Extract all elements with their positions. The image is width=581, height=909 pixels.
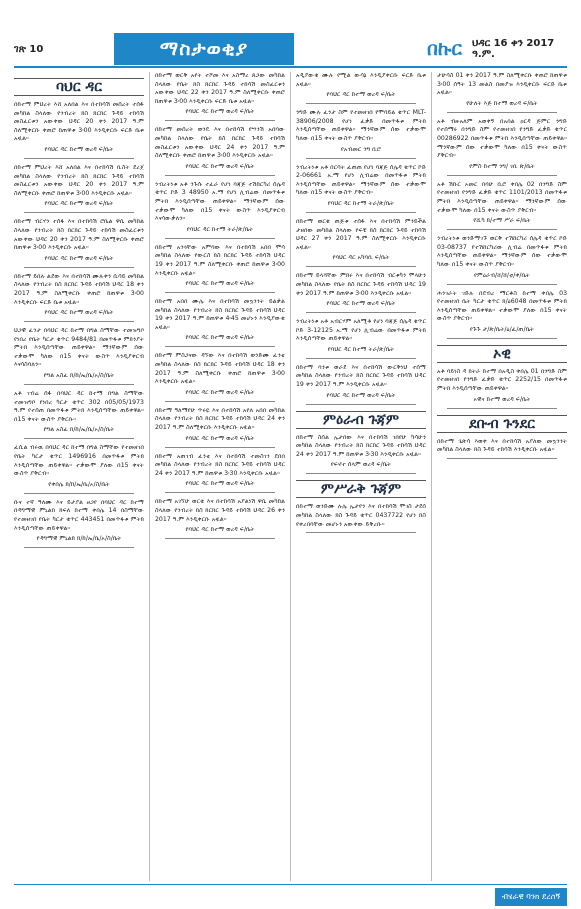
notice-signature: የባህር ዳር ከተማ ወረዳ ፍ/ቤት xyxy=(44,309,114,317)
notice xyxy=(296,218,426,267)
notice-signature: የባህር ዳር አካባቢ ፍ/ቤት xyxy=(332,254,390,262)
notice xyxy=(296,164,426,213)
notice-separator xyxy=(306,358,416,359)
notice-signature: የቀበሌ ክ/ከ/ኤ/ቤ/ኦ/ስ/ቤት xyxy=(48,480,110,488)
notice-text: አዲያውቁ ሙሉ የሚል ውሳኔ እንዲያቀርቡ ፍርድ ቤቱ አዟል። xyxy=(296,72,426,88)
notice-signature: የባህር ዳር ከተማ ወረዳ ፍ/ቤት xyxy=(326,300,396,308)
notice xyxy=(14,101,144,159)
notice-signature: የባህር ዳር ከተማ ወረዳ ፍ/ቤት xyxy=(185,334,255,342)
notice-signature: የባህር ዳር ከተማ ትራ/ጽ/ቤት xyxy=(186,225,254,233)
region-title: ባህር ዳር xyxy=(14,78,144,96)
notice-signature: የሁለት እጅ ከተማ ወረዳ ፍ/ቤት xyxy=(466,99,538,107)
notice xyxy=(296,109,426,158)
notice-separator xyxy=(24,547,134,548)
notice-text: በከተማ ብርሃን ተሰፋ እና በተከሳሽ ሮቤል ዋሴ መካከል ስላለው የንብረት ክስ ክርክር ጉዳይ ተከሳሽ መስፈርቱን አውቀው ህዳር 20 ቀን 2017 ዓ.ም ስለሚቀርቡ ቀጠሮ ከጠዋቱ 3፡00 እንዲቀርቡ አዟል። xyxy=(14,218,144,252)
notice-signature: የባህር ዳር ከተማ ወረዳ ፍ/ቤት xyxy=(185,162,255,170)
region-title: ምዕራብ ጉጃም xyxy=(296,411,426,429)
notice-text: ንብረትነቱ ወንድማገኙ ወርቅ ተሽከርካሪ ሰሌዳ ቁጥር ኮድ 03-08737 የተሽከርካሪው ሊብሬ በመጥፋቱ ምትክ እንዲሰጣቸው ጠይቀዋል። ማንኛውም ሰው ተቃውሞ ካለው በ15 ቀናት ውስጥ ያቅርብ። xyxy=(437,235,567,268)
column-4 xyxy=(431,72,567,881)
notice-signature: የምስ ከተማ ንግ/ ገቢ ጽ/ቤት xyxy=(469,162,535,170)
notice xyxy=(296,434,426,475)
region-title: ምሥራቅ ጉጃም xyxy=(296,480,426,498)
notice-separator xyxy=(447,338,557,339)
notice-text: በከተማ ወንድሙ ሉሌ ኢታየን እና በተከሳሽ ሞገስ ታደሰ መካከል ስላለው ክስ ጉዳይ ቁጥር 0437722 የሆነ ክስ የቀረበባቸው መሆኑን አውቀው ይቅረቡ። xyxy=(296,503,426,528)
notice xyxy=(14,499,144,548)
notice-separator xyxy=(24,321,134,322)
notice-separator xyxy=(447,175,557,176)
notice xyxy=(296,72,426,104)
notice-signature: የጉጉ ታ/ጽ/ቤት/ዕ/ፈ/ጠ/ቤት xyxy=(469,325,535,333)
notice-text: በከተማ ወርቅ አየት ተሾመ እና አስማረ ጸጋው መካከል ስላለው የቤት ክስ ክርክር ጉዳይ ተከሳሽ መስፈርቱን አውቀው ህዳር 22 ቀን 2017 ዓ.ም ስለሚቀርቡ ቀጠሮ ከጠዋቱ 3፡00 እንዲቀርቡ ፍርድ ቤቱ አዟል። xyxy=(155,72,285,105)
notice-separator xyxy=(306,404,416,405)
notice-text: ታሁሳስ 01 ቀን 2017 ዓ.ም ስለሚቀርቡ ቀጠሮ ከጠዋቱ 3፡00 ሰዓት 13 መልስ በመያዝ እንዲቀርቡ ፍርድ ቤቱ አዟል። xyxy=(437,72,567,97)
notice-signature: የምዕራብ/ሸ/ሸ/ቲ/ቀ/ቤት xyxy=(474,271,530,279)
region-title: ደቡብ ጉንደር xyxy=(437,415,567,433)
notice-separator xyxy=(447,284,557,285)
notice-separator xyxy=(24,212,134,213)
notice-separator xyxy=(306,532,416,533)
notice-text: በከተማ አንጓቸው አምባው እና በተከሳሽ አበበ ሞሳ መካከል ስላለው የውርስ ክስ ክርክር ጉዳይ ተከሳሽ ህዳር 19 ቀን 2017 ዓ.ም ስለሚቀርቡ ቀጠሮ ከጠዋቱ 3፡00 እንዲቀርቡ አዟል። xyxy=(155,243,285,277)
notice-text: ፈሲል ብሩዉ በባህር ዳር ከተማ በግል ስማቸው የተመዘገበ የቤት ካርታ ቁጥር 1496916 በመጥፋቱ ምትክ እንዲሰጣቸው ጠይቀዋል። ተቃውሞ ያለው በ15 ቀናት ውስጥ ያቅርብ። xyxy=(14,444,144,478)
notice-separator xyxy=(447,458,557,459)
notice-signature: የባህር ዳር ከተማ ወረዳ ፍ/ቤት xyxy=(185,434,255,442)
notice-text: ቡና ተኛ ዓለሙ እና ይታያል ፀጋየ በባህር ዳር ከተማ በዳግማዊ ምኒልክ ክፍለ ከተማ ቀበሌ 14 በስማቸው የተመዘገበ የቤት ካርታ ቁጥር 443451 በመጥፋቱ ምትክ እንዲሰጣቸው ጠይቀዋል። xyxy=(14,498,144,532)
notice-text: በከተማ መሰረት ወንዴ እና በተከሳሽ የሣንሽ አበባው መካከል ስላለው የቤት ክስ ክርክር ጉዳይ ተከሳሽ መስፈርቱን አውቀው ህዳር 24 ቀን 2017 ዓ.ም ስለሚቀርቡ ቀጠሮ ከጠዋቱ 3፡00 እንዲቀርቡ አዟል። xyxy=(155,126,285,160)
notice-text: ንግድ ሙሉ ፈንታ ስም የተመዘገበ የሞባይል ቁጥር MLT-38906/2008 የሆነ ፈቃድ በመጥፋቱ ምትክ እንዲሰጣቸው ጠይቀዋል። ማንኛውም ሰው ተቃውሞ ካለው በ15 ቀናት ውስጥ ያቅርብ። xyxy=(296,109,426,142)
notice-signature: የባህር ዳር ከተማ ወረዳ ፍ/ቤት xyxy=(44,145,114,153)
columns xyxy=(14,72,567,881)
notice-separator xyxy=(447,408,557,409)
notice xyxy=(437,235,567,284)
page-number: ገጽ 10 xyxy=(14,43,44,55)
notice xyxy=(155,126,285,175)
notice-separator xyxy=(306,158,416,159)
notice xyxy=(437,290,567,339)
notice-signature: የዳግማዊ ምኒልክ ክ/ከ/ኤ/ቤ/ኦ/ስ/ቤት xyxy=(36,535,122,543)
notice-text: በከተማ ጌጽሳ እወቀ እና በተከሳሽ አያለው መኳንንት መካከል ስላለው ክስ ጉዳይ ተከሳሽ እንዲቀርቡ አዟል። xyxy=(437,437,567,454)
notice-text: በከተማ አገኘሁ ወርቁ እና በተከሳሽ አያልነሽ ዋሴ መካከል ስላለው የንብረት ክስ ክርክር ጉዳይ ተከሳሽ ህዳር 26 ቀን 2017 ዓ.ም እንዲቀርቡ አዟል። xyxy=(155,498,285,523)
notice-signature: የባህር ዳር ከተማ ወረዳ ፍ/ቤት xyxy=(185,480,255,488)
notice-text: በከተማ ምስጋናው ዳኘው እና በተከሳሽ ወንድሙ ፈንቴ መካከል ስላለው ክስ ክርክር ጉዳይ ተከሳሽ ህዳር 18 ቀን 2017 ዓ.ም ስለሚቀርቡ ቀጠሮ ከጠዋቱ 3፡00 እንዲቀርቡ አዟል። xyxy=(155,352,285,386)
notice-signature: ኦዊና ከተማ ወረዳ ፍ/ቤት xyxy=(473,395,531,403)
notice-separator xyxy=(447,112,557,113)
column-3 xyxy=(290,72,431,881)
notice xyxy=(155,72,285,121)
section-banner: ማስታወቂያ xyxy=(114,33,294,65)
notice xyxy=(14,327,144,385)
notice xyxy=(14,444,144,493)
region-title: ኦዊ xyxy=(437,345,567,363)
notice-separator xyxy=(165,120,275,121)
notice-separator xyxy=(306,103,416,104)
column-2 xyxy=(149,72,290,881)
notice-separator xyxy=(447,229,557,230)
notice xyxy=(155,498,285,539)
notice xyxy=(14,218,144,267)
notice-separator xyxy=(165,401,275,402)
notice xyxy=(296,364,426,405)
notice xyxy=(437,368,567,409)
notice xyxy=(14,390,144,439)
notice-text: ህጋዊ ፈንታ በባህር ዳር ከተማ በግል ስማቸው ተመዝግቦ የነበረ የቤት ካርታ ቁጥር 9484/81 በመጥፋቱ ምክንያት ምትክ እንዲሰጣቸው ጠይቀዋል። ማንኛውም ሰው ተቃውሞ ካለው በ15 ቀናት ውስጥ እንዲያቀርብ እናሳስባለን። xyxy=(14,327,144,369)
notice-text: በከተማ አበበ ሙሌ እና በተከሳሽ መኳንንት ይልቃል መካከል ስላለው የንብረት ክስ ክርክር ጉዳይ ተከሳሽ ህዳር 19 ቀን 2017 ዓ.ም ከጠዋቱ 4፡45 መሆኑን እንዲያውቁ አዟል። xyxy=(155,298,285,331)
notice-separator xyxy=(165,238,275,239)
issue-date: ህዳር 16 ቀን 2017 ዓ.ም. xyxy=(472,38,555,60)
notice-signature: የግል አስፈ ክ/ከ/ኤ/ቤ/ኦ/ስ/ቤት xyxy=(43,372,115,380)
notice-separator xyxy=(165,538,275,539)
notice-signature: የባህር ዳር ከተማ ወረዳ ፍ/ቤት xyxy=(185,526,255,534)
notice xyxy=(155,244,285,293)
notice-text: በከተማ ምህረት እሸ አለበል እና በተከሳሽ ቢስት ደረጀ መካከል ስላለው የንብረት ክስ ክርክር ጉዳይ ተከሳሽ መስፈርቱን አውቀው ህዳር 20 ቀን 2017 ዓ.ም ስለሚቀርቡ ቀጠሮ ከጠዋቱ 3፡00 እንዲቀርቡ አዟል። xyxy=(14,163,144,197)
notice-text: በከተማ ስሰል ኢታበው እና በተከሳሽ ገበየሁ ካሳሁን መካከል ስላለው የንብረት ክስ ክርክር ጉዳይ ተከሳሽ ህዳር 24 ቀን 2017 ዓ.ም ከጠዋቱ 3፡30 እንዲቀርቡ አዟል። xyxy=(296,433,426,458)
notice-signature: የግል አስፈ ክ/ከ/ኤ/ቤ/ኦ/ስ/ቤት xyxy=(43,426,115,434)
notice-text: አቶ ብዙአለም አወቀኝ በአበል ዐርዳ ጅምር ንግድ የተሰማሩ በንግድ ስም የተመዘገበ የንግድ ፈቃድ ቁጥር 00286922 በመጥፋቱ ምትክ እንዲሰጣቸው ጠይቀዋል። ማንኛውም ሰው ተቃውሞ ካለው በ15 ቀናት ውስጥ ያቅርብ። xyxy=(437,117,567,160)
notice xyxy=(14,164,144,213)
notice-separator xyxy=(306,212,416,213)
notice xyxy=(155,181,285,239)
footer-badge: ብሄራዊ ባንክ ደረሰኝ xyxy=(495,888,567,906)
page-header xyxy=(14,33,567,65)
notice xyxy=(14,273,144,322)
notice-text: በከተማ አጠገብ ፈንቴ እና በተከሳሽ ተመስገን ደበበ መካከል ስላለው የንብረት ክስ ክርክር ጉዳይ ተከሳሽ ህዳር 24 ቀን 2017 ዓ.ም ከጠዋቱ 3፡30 እንዲቀርቡ አዟል። xyxy=(155,452,285,477)
notice-text: ንብረትነቱ አቶ በርሳት ፈጠጠ የሆነ ባጃጅ ሰሌዳ ቁጥር ኮድ 2-06661 አ.ማ የሆነ ሊብሬው በመጥፋቱ ምትክ እንዲሰጣቸው ጠይቀዋል። ማንኛውም ሰው ተቃውሞ ካለው በ15 ቀናት ውስጥ ያቅርብ። xyxy=(296,163,426,197)
notice-text: በከተማ ይላሻቸው ምክሩ እና በተከሳሽ ብርቱካን ሞላሁን መካከል ስላለው የቤት ክስ ክርክር ጉዳይ ተከሳሽ ህዳር 19 ቀን 2017 ዓ.ም ከጠዋቱ 3፡00 እንዲቀርቡ አዟል። xyxy=(296,272,426,297)
notice-text: ሐንገራት ገድሉ በደብረ ማርቆስ ከተማ ቀበሌ 03 የተመዘገበ ቤት ካርታ ቁጥር ክ/ዕ6048 በመጥፋቱ ምትክ እንዲሰጣቸው ጠይቀዋል። ተቃውሞ ያለው በ15 ቀናት ውስጥ ያቅርብ። xyxy=(437,289,567,323)
notice-text: አቶ ሽኩር ኦመር በባሁ ቢሮ ቀበሌ 02 በንግድ ስም የተመዘገበ የንግድ ፈቃድ ቁጥር 1101/2013 በመጥፋቱ ምትክ እንዲሰጣቸው ጠይቀዋል። ማንኛውም ሰው ተቃውሞ ካለው በ15 ቀናት ውስጥ ያቅርብ። xyxy=(437,180,567,214)
notice xyxy=(296,503,426,533)
notice xyxy=(437,181,567,230)
notice-separator xyxy=(24,267,134,268)
notice-signature: የባህር ዳር ከተማ ወረዳ ፍ/ቤት xyxy=(185,388,255,396)
notice-separator xyxy=(165,447,275,448)
notice-separator xyxy=(24,438,134,439)
notice-text: አቶ ገብሬ ሰፋ በባህር ዳር ከተማ በግል ስማቸው ተመዝግቦ የነበረ ካርታ ቁጥር 302 በ05/05/1973 ዓ.ም የተሰጠ በመጥፋቱ ምትክ እንዲሰጣቸው ጠይቀዋል። በ15 ቀናት ውስጥ ያቅርቡ። xyxy=(14,390,144,423)
notice-separator xyxy=(306,473,416,474)
notice-separator xyxy=(24,384,134,385)
notice-signature: የባህር ዳር ከተማ ወረዳ ፍ/ቤት xyxy=(185,108,255,116)
notice-signature: የባህር ዳር ከተማ ትራ/ጽ/ቤት xyxy=(327,199,395,207)
notice xyxy=(296,318,426,359)
notice-signature: የባህር ዳር ከተማ ወረዳ ፍ/ቤት xyxy=(326,391,396,399)
notice-text: በከተማ ዓለማየሁ ጥሩዬ እና በተከሳሽ አየለ አበበ መካከል ስላለው የንብረት ክስ ክርክር ጉዳይ ተከሳሽ ህዳር 24 ቀን 2017 ዓ.ም ስለሚቀርቡ እንዲቀርቡ አዟል። xyxy=(155,406,285,432)
notice-signature: የባህር ዳር ከተማ ትራ/ጽ/ቤት xyxy=(327,345,395,353)
notice-text: በከተማ ይበሉ ልደው እና በተከሳሽ ሙሉቀን ሲሳይ መካከል ስላለው የንብረት ክስ ክርክር ጉዳይ ተከሳሽ ህዳር 18 ቀን 2017 ዓ.ም ስለሚቀርቡ ቀጠሮ ከጠዋቱ 3፡00 እንዲቀርቡ ፍርድ ቤቱ አዟል። xyxy=(14,272,144,306)
notice xyxy=(155,298,285,347)
notice-text: ንብረትነቱ አቶ አብርሃም አለሚቶ የሆነ ባጃጅ ሰሌዳ ቁጥር ኮድ 3-12125 አ.ማ የሆነ ሊብሬው በመጥፋቱ ምትክ እንዲሰጣቸው ጠይቀዋል። xyxy=(296,318,426,343)
notice-signature: የባህር ዳር ከተማ ወረዳ ፍ/ቤት xyxy=(44,254,114,262)
notice-text: አቶ ባይነስ ዳ ክትራ ከተማ በአዲስ ቀበሌ 01 በንግድ ስም የተመዘገበ የንግድ ፈቃድ ቁጥር 2252/15 በመጥፋቱ ምትክ እንዲሰጣቸው ጠይቀዋል። xyxy=(437,367,567,393)
notice xyxy=(155,407,285,448)
notice-text: ንብረትነቱ አቶ ንጉሱ ተፈራ የሆነ ባጃጅ ተሽከርካሪ ሰሌዳ ቁጥር ኮድ 3 48950 አ.ማ የሆነ ሊብሬው በመጥፋቱ ምትክ እንዲሰጣቸው ጠይቀዋል። ማንኛውም ሰው ተቃውሞ ካለው በ15 ቀናት ውስጥ እንዲያቀርብ እናሳውቃለን። xyxy=(155,180,285,223)
notice-signature: የፍኖተ ሰላም ወረዳ ፍ/ቤት xyxy=(330,461,392,469)
footer-rule xyxy=(14,884,567,885)
notice-separator xyxy=(306,266,416,267)
notice-separator xyxy=(165,292,275,293)
notice-signature: የሺካ ክ/ተማ ሥራ ፍ/ቤት xyxy=(473,217,531,225)
notice-text: በከተማ ምህረት እሸ አለበል እና በተከሳሽ መሰረት ተሰፋ መካከል ስላለው የንብረት ክስ ክርክር ጉዳይ ተከሳሽ መስፈርቱን አውቀው ህዳር 20 ቀን 2017 ዓ.ም ስለሚቀርቡ ቀጠሮ ከጠዋቱ 3፡00 እንዲቀርቡ ፍርድ ቤቱ አዟል። xyxy=(14,101,144,143)
notice xyxy=(296,272,426,313)
notice-separator xyxy=(306,312,416,313)
notice-separator xyxy=(24,493,134,494)
notice-signature: የባህር ዳር ከተማ ወረዳ ፍ/ቤት xyxy=(185,280,255,288)
notice xyxy=(437,438,567,459)
notice-separator xyxy=(165,346,275,347)
notice xyxy=(155,453,285,494)
notice xyxy=(437,118,567,176)
notice-signature: የባህር ዳር ከተማ ወረዳ ፍ/ቤት xyxy=(326,91,396,99)
notice xyxy=(155,352,285,401)
notice-signature: የአብመር ንግ ቢሮ xyxy=(340,145,382,153)
notice-separator xyxy=(24,158,134,159)
notice xyxy=(437,72,567,113)
notice-text: በከተማ ወርቁ ጠጅቱ ተሰፋ እና በተከሳሽ ምንይችል ታዘበው መካከል ስላለው የፍቺ ክስ ክርክር ጉዳይ ተከሳሽ ህዳር 27 ቀን 2017 ዓ.ም ስለሚቀርቡ እንዲቀርቡ አዟል። xyxy=(296,217,426,251)
notice-text: በከተማ ባንቱ ወራደ እና በተከሳሽ ውርቅነህ ተሰማ መካከል ስላለው የንብረት ክስ ክርክር ጉዳይ ተከሳሽ ህዳር 19 ቀን 2017 ዓ.ም እንዲቀርቡ አዟል። xyxy=(296,363,426,389)
notice-separator xyxy=(165,175,275,176)
notice-separator xyxy=(165,492,275,493)
newspaper-name: በኩር xyxy=(427,38,462,60)
header-rule xyxy=(14,66,567,68)
notice-signature: የባህር ዳር ከተማ ወረዳ ፍ/ቤት xyxy=(44,200,114,208)
column-1 xyxy=(14,72,149,881)
